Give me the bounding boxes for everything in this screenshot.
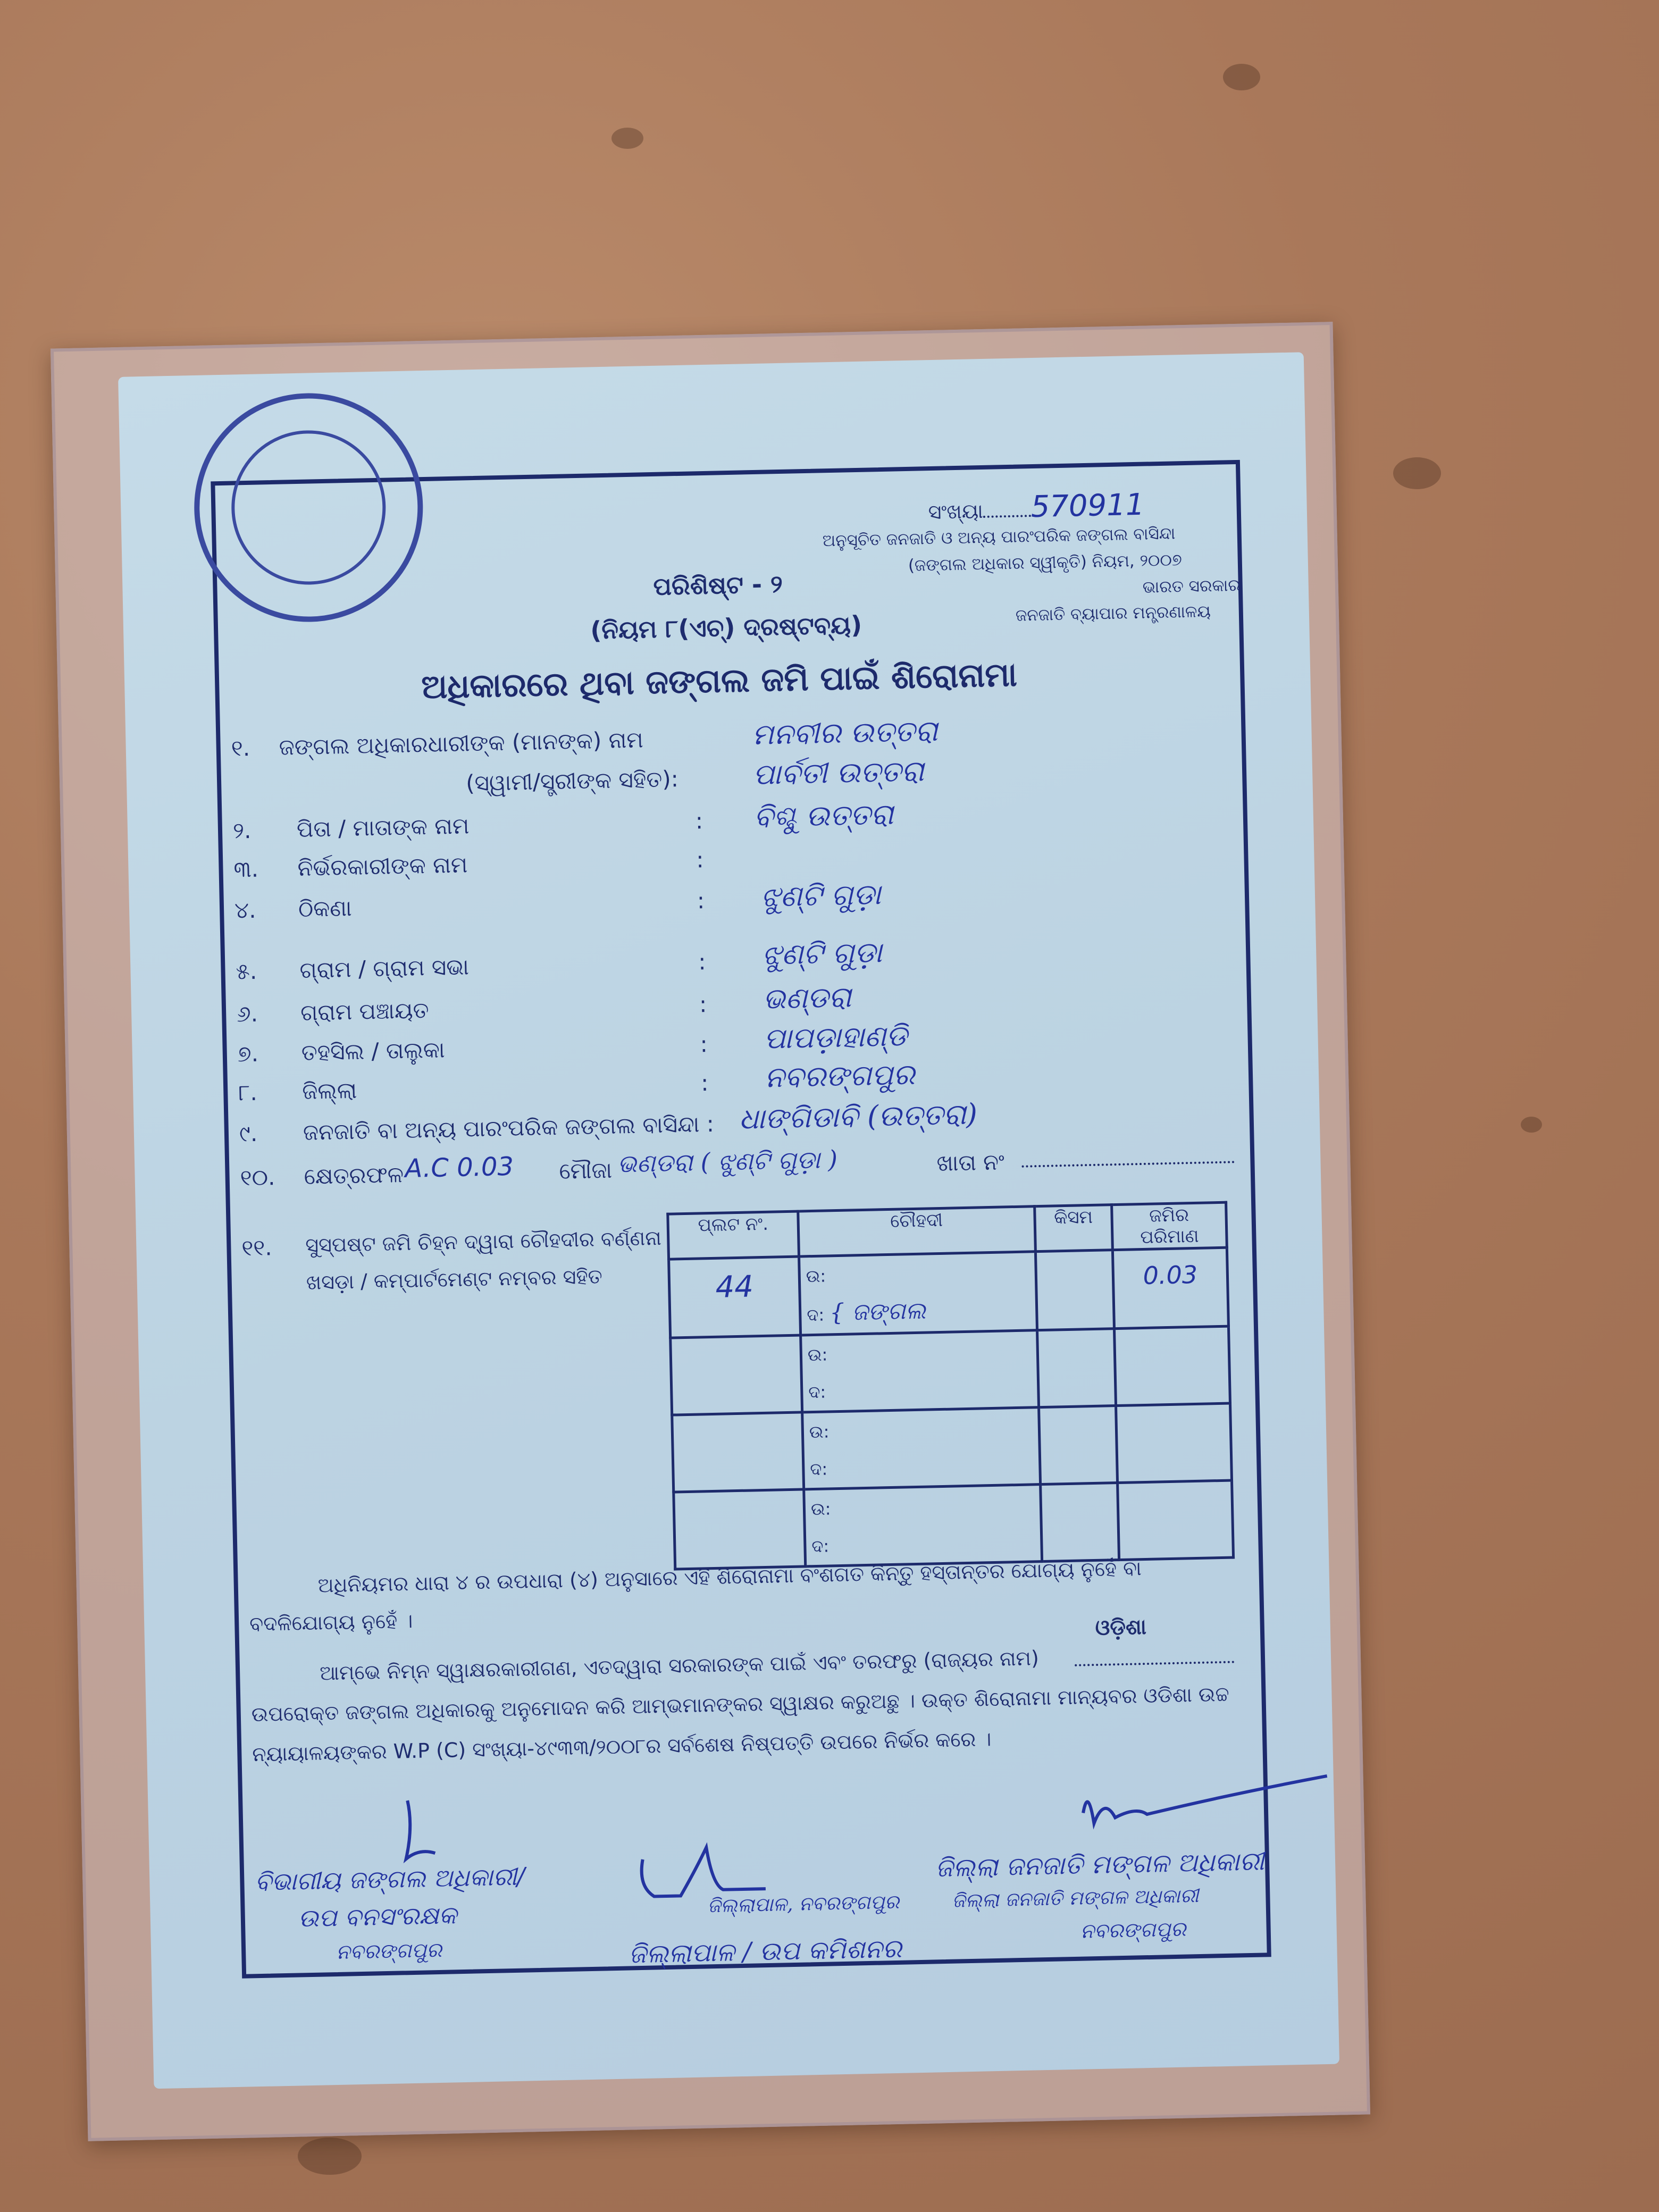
para-1-line-1: ଅଧିନିୟମର ଧାରା ୪ ର ଉପଧାରା (୪) ଅନୁସାରେ ଏହି ଶିରୋନାମା ବଂଶଗତ କିନ୍ତୁ ହସ୍ତାନ୍ତର ଯୋଗ୍ୟ ନୁହେଁ ବା [317, 1556, 1142, 1597]
field-5-value: ଝୁଣ୍ଟି ଗୁଡ଼ା [761, 935, 883, 971]
field-2-value: ବିଶ୍ଚୁ ଉତ୍ତରା [753, 797, 894, 834]
field-1-label: ଜଙ୍ଗଲ ଅଧିକାରଧାରୀଙ୍କ (ମାନଙ୍କ) ନାମ [279, 726, 644, 760]
header-area: ଜମିର ପରିମାଣ [1112, 1202, 1227, 1250]
field-10-mouza-label: ମୌଜା [559, 1157, 613, 1184]
right-signature-icon [1072, 1771, 1339, 1850]
field-4-num: ୪. [234, 896, 256, 924]
type-cell [1037, 1329, 1116, 1407]
field-3-num: ୩. [233, 856, 259, 883]
area-cell [1116, 1403, 1232, 1482]
header-boundary: ଚୌହଦୀ [798, 1206, 1036, 1256]
field-2-num: ୨. [232, 817, 252, 844]
area-value: 0.03 [1143, 1260, 1198, 1290]
field-10-area-label: କ୍ଷେତ୍ରଫଳ [304, 1161, 404, 1189]
field-5-colon: : [698, 949, 707, 975]
official-seal-icon [192, 391, 425, 624]
rule-label: (ନିୟମ ୮(ଏଚ୍) ଦ୍ରଷ୍ଟବ୍ୟ) [590, 610, 862, 645]
left-signature-icon [375, 1794, 451, 1870]
field-1b-value: ପାର୍ବତୀ ଉତ୍ତରା [752, 754, 925, 792]
ground-spot [611, 128, 643, 149]
ground-spot [298, 2138, 362, 2175]
field-10-num: ୧୦. [240, 1164, 275, 1191]
boundary-value: { ଜଙ୍ଗଲ [829, 1297, 926, 1327]
field-10-mouza-value: ଭଣ୍ଡରା ( ଝୁଣ୍ଟି ଗୁଡ଼ା ) [617, 1144, 838, 1178]
field-6-colon: : [699, 991, 707, 1018]
para-2-line-1: ଆମ୍ଭେ ନିମ୍ନ ସ୍ୱାକ୍ଷରକାରୀଗଣ, ଏତଦ୍ୱାରା ସରକାରଙ୍କ ପାଇଁ ଏବଂ ତରଫରୁ (ରାଜ୍ୟର ନାମ) [319, 1646, 1040, 1685]
right-signatory-place: ନବରଙ୍ଗପୁର [1080, 1917, 1186, 1943]
annex-label: ପରିଶିଷ୍ଟ - ୨ [653, 569, 783, 601]
field-9-num: ୯. [239, 1120, 258, 1147]
field-4-colon: : [697, 887, 705, 914]
field-7-label: ତହସିଲ / ତାଲୁକା [301, 1036, 446, 1066]
north-label: ଉ: [807, 1344, 828, 1365]
seal-inner-ring-icon [230, 429, 387, 586]
field-8-num: ୮. [238, 1079, 258, 1106]
plastic-sleeve [51, 322, 1370, 2141]
title-certificate [118, 352, 1339, 2089]
number-label: ସଂଖ୍ୟା [928, 499, 984, 524]
type-cell [1039, 1406, 1118, 1485]
field-2-colon: : [695, 808, 703, 834]
plot-cell [674, 1489, 806, 1569]
south-label: ଦ: [810, 1459, 828, 1480]
south-label: ଦ: [808, 1381, 826, 1403]
field-3-label: ନିର୍ଭରକାରୀଙ୍କ ନାମ [297, 851, 468, 882]
field-1-num: ୧. [231, 734, 250, 761]
field-9-value: ଧାଙ୍ଗିଡାବି (ଉତ୍ତରା) [738, 1097, 978, 1136]
header-plot-no: ପ୍ଲଟ ନଂ. [668, 1211, 799, 1259]
khata-blank [1022, 1161, 1235, 1167]
field-6-label: ଗ୍ରାମ ପଞ୍ଚାୟତ [300, 997, 430, 1026]
south-label: ଦ: [811, 1536, 830, 1557]
middle-stamp-text: ଜିଲ୍ଲାପାଳ, ନବରଙ୍ଗପୁର [707, 1891, 900, 1917]
state-name: ଓଡ଼ିଶା [1095, 1614, 1147, 1641]
right-stamp-text: ଜିଲ୍ଲା ଜନଜାତି ମଙ୍ଗଳ ଅଧିକାରୀ [952, 1885, 1199, 1912]
act-line-3: ଭାରତ ସରକାର [1142, 575, 1241, 597]
act-line-1: ଅନୁସୂଚିତ ଜନଜାତି ଓ ଅନ୍ୟ ପାରଂପରିକ ଜଙ୍ଗଲ ବାସିନ୍ଦା [822, 524, 1176, 551]
field-11-num: ୧୧. [241, 1234, 273, 1261]
field-8-value: ନବରଙ୍ଗପୁର [764, 1057, 916, 1094]
left-signatory-place: ନବରଙ୍ଗପୁର [336, 1938, 442, 1964]
table-row [674, 1480, 1234, 1569]
para-2-line-3: ନ୍ୟାୟାଳୟଙ୍କର W.P (C) ସଂଖ୍ୟା-୪୯୩୩/୨୦୦୮ର ସର୍ବଶେଷ ନିଷ୍ପତ୍ତି ଉପରେ ନିର୍ଭର କରେ । [252, 1727, 992, 1766]
field-11-label-1: ସୁସ୍ପଷ୍ଟ ଜମି ଚିହ୍ନ ଦ୍ୱାରା ଚୌହଦୀର ବର୍ଣ୍ଣନା [305, 1226, 662, 1257]
act-line-4: ଜନଜାତି ବ୍ୟାପାର ମନ୍ତ୍ରଣାଳୟ [1015, 602, 1211, 625]
north-label: ଉ: [806, 1266, 826, 1287]
field-1-value: ମନବୀର ଉତ୍ତରା [751, 714, 939, 752]
left-signatory-title-1: ବିଭାଗୀୟ ଜଙ୍ଗଲ ଅଧିକାରୀ/ [254, 1862, 526, 1897]
ground-spot [1393, 457, 1441, 489]
field-4-label: ଠିକଣା [298, 894, 353, 923]
middle-signatory-title: ଜିଲ୍ଲାପାଳ / ଉପ କମିଶନର [628, 1933, 902, 1970]
para-1-line-2: ବଦଳିଯୋଗ୍ୟ ନୁହେଁ । [249, 1608, 413, 1636]
right-signatory-title: ଜିଲ୍ଲା ଜନଜାତି ମଙ୍ଗଳ ଅଧିକାରୀ [935, 1846, 1265, 1883]
field-4-value: ଝୁଣ୍ଟି ଗୁଡ଼ା [760, 877, 882, 914]
field-10-area-value: A.C 0.03 [404, 1151, 514, 1184]
ground-spot [1521, 1117, 1542, 1133]
field-8-label: ଜିଲ୍ଲା [301, 1077, 357, 1105]
field-5-num: ୫. [236, 958, 257, 985]
field-7-num: ୭. [237, 1040, 259, 1067]
field-6-value: ଭଣ୍ଡରା [763, 980, 852, 1016]
field-11-label-2: ଖସଡ଼ା / କମ୍ପାର୍ଟମେଣ୍ଟ ନମ୍ବର ସହିତ [306, 1264, 603, 1294]
plot-cell [672, 1412, 804, 1492]
north-label: ଉ: [809, 1421, 830, 1443]
field-9-label: ଜନଜାତି ବା ଅନ୍ୟ ପାରଂପରିକ ଜଙ୍ଗଲ ବାସିନ୍ଦା : [303, 1110, 715, 1145]
para-2-line-2: ଉପରୋକ୍ତ ଜଙ୍ଗଲ ଅଧିକାରକୁ ଅନୁମୋଦନ କରି ଆମ୍ଭମାନଙ୍କର ସ୍ୱାକ୍ଷର କରୁଅଛୁ । ଉକ୍ତ ଶିରୋନାମା ମାନ୍ୟବର ଓଡିଶା ଉଚ୍ଚ [251, 1682, 1230, 1727]
number-value: 570911 [1030, 487, 1145, 525]
field-7-value: ପାପଡ଼ାହାଣ୍ଡି [763, 1019, 908, 1055]
north-label: ଉ: [810, 1498, 831, 1520]
field-8-colon: : [700, 1070, 709, 1096]
table-row [669, 1247, 1229, 1338]
ground-spot [1223, 64, 1260, 90]
document-title: ଅଧିକାରରେ ଥିବା ଜଙ୍ଗଲ ଜମି ପାଇଁ ଶିରୋନାମା [421, 655, 1018, 707]
type-cell [1035, 1250, 1114, 1330]
plot-number: 44 [715, 1269, 754, 1305]
field-5-label: ଗ୍ରାମ / ଗ୍ରାମ ସଭା [299, 953, 470, 984]
act-line-2: (ଜଙ୍ଗଲ ଅଧିକାର ସ୍ୱୀକୃତି) ନିୟମ, ୨୦୦୭ [908, 550, 1183, 575]
field-6-num: ୬. [236, 1000, 258, 1027]
boundary-table [666, 1201, 1235, 1571]
document-border [211, 460, 1271, 1979]
field-1b-label: (ସ୍ୱାମୀ/ସ୍ତ୍ରୀଙ୍କ ସହିତ): [465, 766, 679, 797]
field-2-label: ପିତା / ମାତାଙ୍କ ନାମ [296, 812, 470, 843]
area-cell [1118, 1480, 1234, 1560]
field-10-khata-label: ଖାତା ନଂ [936, 1149, 1005, 1177]
state-name-blank [1075, 1661, 1234, 1666]
table-row [671, 1326, 1230, 1415]
field-7-colon: : [700, 1031, 708, 1058]
area-cell [1114, 1326, 1230, 1405]
field-3-colon: : [696, 847, 705, 873]
plot-cell [671, 1335, 802, 1415]
type-cell [1041, 1483, 1119, 1562]
number-line [928, 488, 1145, 527]
table-row [672, 1403, 1232, 1492]
left-signatory-title-2: ଉପ ବନସଂରକ୍ଷକ [298, 1900, 457, 1933]
south-label: ଦ: { ଜଙ୍ଗଲ [806, 1297, 926, 1327]
header-type: କିସମ [1035, 1205, 1113, 1252]
